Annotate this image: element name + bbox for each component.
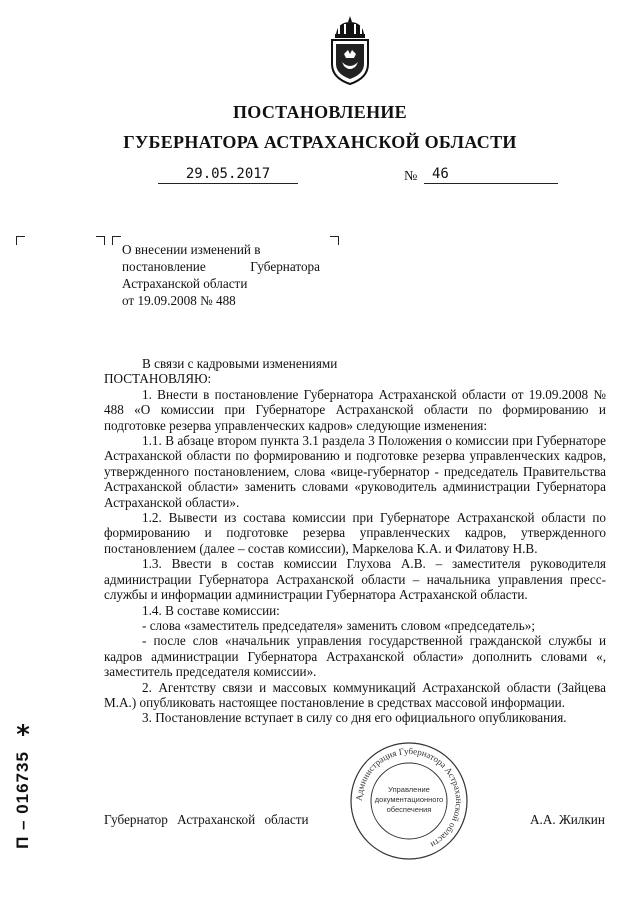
- subject-line: от 19.09.2008 № 488: [122, 293, 236, 308]
- stamp-text: обеспечения: [386, 805, 432, 814]
- stamp-text: документационного: [374, 795, 444, 804]
- document-date: 29.05.2017: [158, 166, 298, 184]
- coat-of-arms-emblem: [326, 14, 374, 86]
- paragraph-1-3: 1.3. Ввести в состав комиссии Глухова А.В. – заместителя руководителя администрации Губернатора Астраханской области – начальника управления пресс-службы и информации администрации Губернатора Астраханской области.: [104, 556, 606, 603]
- side-registration-code: [8, 740, 38, 860]
- stamp-ring-text: Администрация Губернатора Астраханской области: [353, 745, 465, 851]
- side-asterisk: *: [16, 720, 30, 750]
- document-subject: [122, 241, 320, 309]
- paragraph-1-1: 1.1. В абзаце втором пункта 3.1 раздела 3 Положения о комиссии при Губернаторе Астраханской области по формированию и подготовке резерва управленческих кадров, утвержденного постановлением, слова «вице-губернатор - председатель Правительства Астраханской области» заменить словами «руководитель администрации Губернатора Астраханской области».: [104, 433, 606, 510]
- signatory-name: А.А. Жилкин: [530, 812, 605, 827]
- signatory-position: Губернатор Астраханской области: [104, 812, 309, 827]
- number-label: №: [404, 169, 418, 184]
- subject-bracket-right: [330, 236, 339, 245]
- paragraph-1-2: 1.2. Вывести из состава комиссии при Губернаторе Астраханской области по формированию и подготовке резерва управленческих кадров, утвержденного постановлением (далее – состав комиссии), Маркелова К.А. и Филатову Н.В.: [104, 510, 606, 556]
- paragraph-1-4-item: - после слов «начальник управления государственной гражданской службы и кадров администрации Губернатора Астраханской области» дополнить словами «, заместитель председателя комиссии».: [104, 633, 606, 680]
- document-title: ПОСТАНОВЛЕНИЕ: [233, 102, 407, 122]
- paragraph-1: 1. Внести в постановление Губернатора Астраханской области от 19.09.2008 № 488 «О комиссии при Губернаторе Астраханской области по формированию и подготовке резерва управленческих кадров» следующие изменения:: [104, 386, 606, 433]
- document-body: [104, 356, 606, 726]
- paragraph-2: 2. Агентству связи и массовых коммуникаций Астраханской области (Зайцева М.А.) опубликовать настоящее постановление в средствах массовой информации.: [104, 679, 606, 710]
- document-number: 46: [424, 166, 558, 184]
- paragraph-1-4: 1.4. В составе комиссии:: [142, 602, 280, 618]
- paragraph-1-4-item: - слова «заместитель председателя» заменить словом «председатель»;: [142, 617, 536, 633]
- document-issuer: ГУБЕРНАТОРА АСТРАХАНСКОЙ ОБЛАСТИ: [123, 132, 517, 152]
- subject-line: Астраханской области: [122, 276, 248, 291]
- subject-bracket-left-outer: [96, 236, 105, 245]
- stamp-text: Управление: [388, 785, 430, 794]
- intro-paragraph: В связи с кадровыми изменениями: [142, 356, 338, 371]
- left-corner-mark: [16, 236, 25, 245]
- subject-bracket-left: [112, 236, 121, 245]
- decree-word: ПОСТАНОВЛЯЮ:: [104, 371, 212, 387]
- paragraph-3: 3. Постановление вступает в силу со дня его официального опубликования.: [142, 710, 567, 726]
- subject-line: постановление Губернатора: [122, 259, 320, 274]
- official-stamp: [348, 740, 470, 862]
- side-code-text: П – 016735: [13, 751, 32, 849]
- subject-line: О внесении изменений в: [122, 242, 261, 257]
